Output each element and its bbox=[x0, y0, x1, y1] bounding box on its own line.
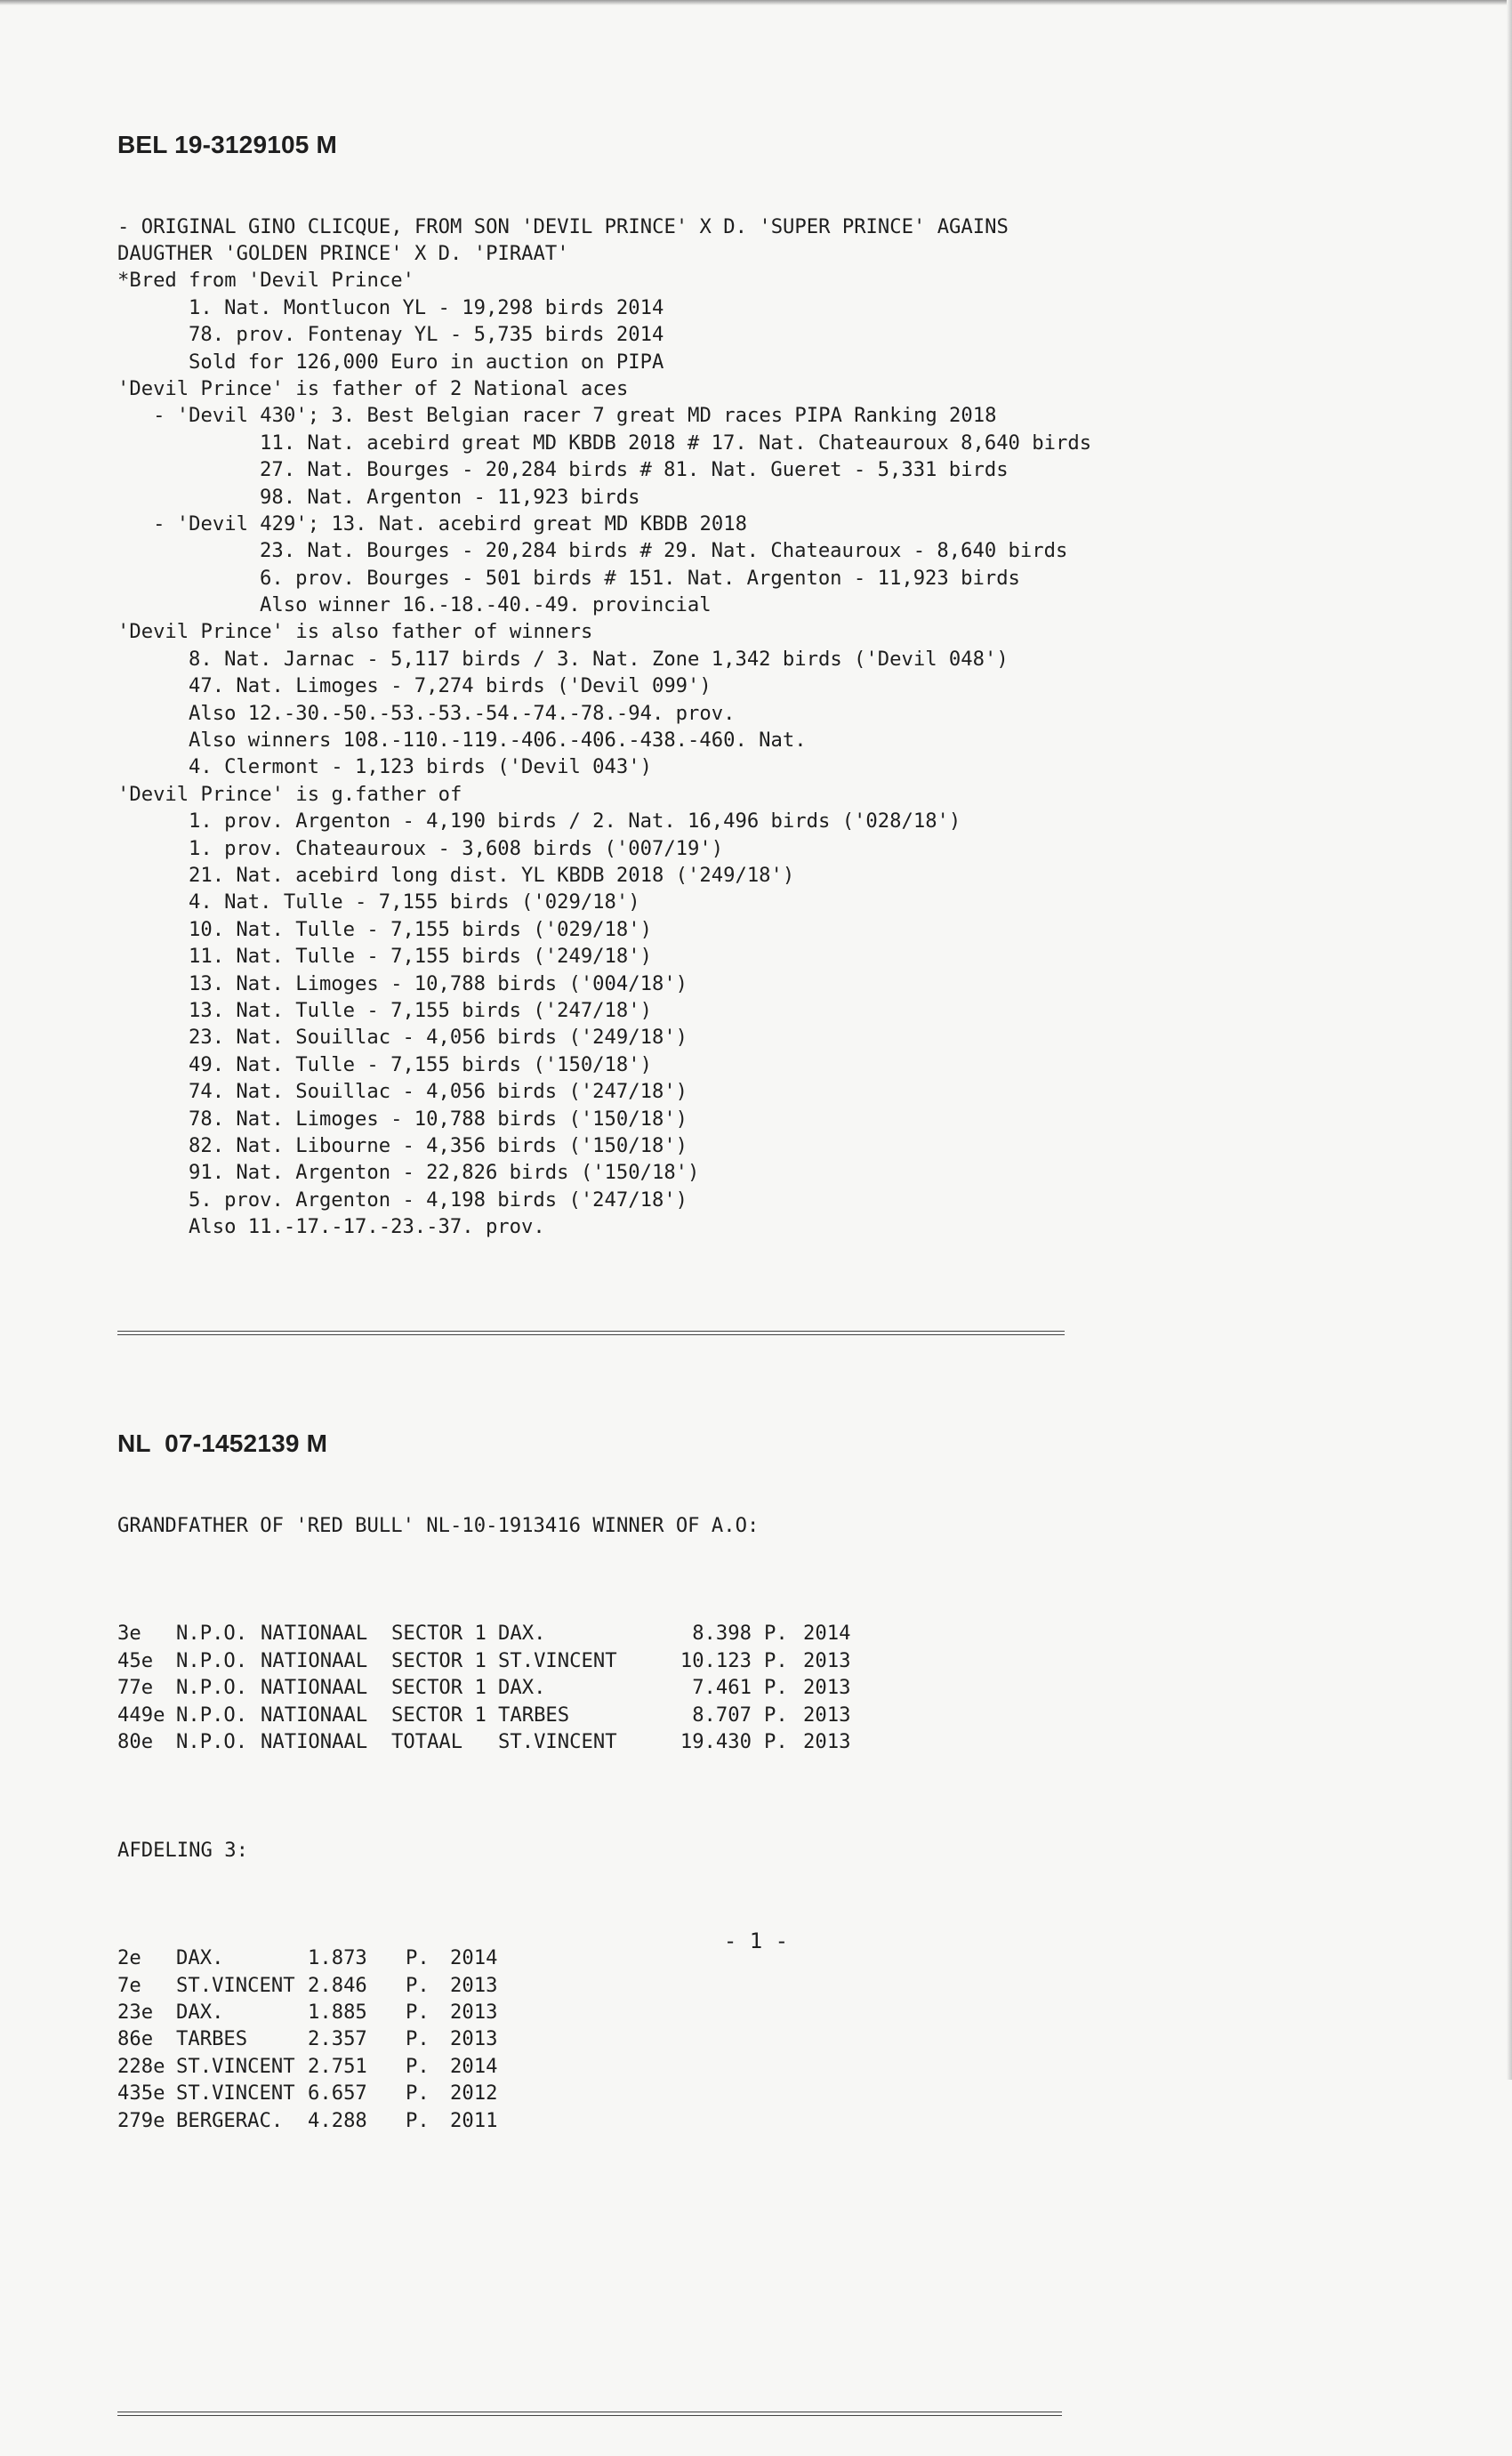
document-body bbox=[117, 76, 1131, 2456]
section1-line: 6. prov. Bourges - 501 birds # 151. Nat. Argenton - 11,923 birds bbox=[260, 566, 1020, 590]
table-row bbox=[117, 2025, 512, 2052]
section1-line: 'Devil Prince' is also father of winners bbox=[117, 620, 593, 644]
afdeling-year: 2012 bbox=[450, 2082, 498, 2106]
afdeling-race: DAX. bbox=[176, 2001, 224, 2024]
afdeling-race: ST.VINCENT bbox=[176, 1973, 295, 1997]
section1-line: 27. Nat. Bourges - 20,284 birds # 81. Nat. Gueret - 5,331 birds bbox=[260, 458, 1009, 482]
result-race: ST.VINCENT bbox=[498, 1729, 617, 1753]
section1-line: 78. prov. Fontenay YL - 5,735 birds 2014 bbox=[189, 323, 664, 347]
afdeling-year: 2014 bbox=[450, 2054, 498, 2078]
afdeling-year: 2013 bbox=[450, 1973, 498, 1997]
result-race: TARBES bbox=[498, 1703, 570, 1727]
afdeling-place: 7e bbox=[117, 1973, 141, 1997]
result-level: NATIONAAL bbox=[261, 1729, 368, 1753]
result-org: N.P.O. bbox=[176, 1648, 248, 1672]
afdeling-year: 2011 bbox=[450, 2108, 498, 2132]
result-unit: P. bbox=[764, 1729, 788, 1753]
section1-line: 23. Nat. Souillac - 4,056 birds ('249/18') bbox=[189, 1026, 688, 1050]
afdeling-unit: P. bbox=[406, 2001, 430, 2024]
afdeling-place: 435e bbox=[117, 2082, 165, 2106]
result-level: NATIONAAL bbox=[261, 1648, 368, 1672]
section1-line: 13. Nat. Tulle - 7,155 birds ('247/18') bbox=[189, 998, 652, 1022]
result-year: 2013 bbox=[803, 1729, 851, 1753]
afdeling-place: 23e bbox=[117, 2001, 154, 2024]
afdeling-place: 228e bbox=[117, 2054, 165, 2078]
result-unit: P. bbox=[764, 1703, 788, 1727]
result-unit: P. bbox=[764, 1622, 788, 1646]
result-org: N.P.O. bbox=[176, 1622, 248, 1646]
blank-space bbox=[117, 2215, 1131, 2348]
section1-line: 91. Nat. Argenton - 22,826 birds ('150/18') bbox=[189, 1161, 700, 1185]
afdeling-unit: P. bbox=[406, 2082, 430, 2106]
table-row bbox=[117, 1972, 512, 1999]
national-results-table bbox=[117, 1620, 857, 1755]
result-year: 2014 bbox=[803, 1622, 851, 1646]
result-place: 3e bbox=[117, 1622, 141, 1646]
result-race: ST.VINCENT bbox=[498, 1648, 617, 1672]
result-unit: P. bbox=[764, 1648, 788, 1672]
afdeling-year: 2013 bbox=[450, 2001, 498, 2024]
section1-line: 4. Nat. Tulle - 7,155 birds ('029/18') bbox=[189, 890, 640, 914]
section1-line: Also winner 16.-18.-40.-49. provincial bbox=[260, 593, 712, 617]
table-row bbox=[117, 1647, 857, 1674]
section1-line: Also 11.-17.-17.-23.-37. prov. bbox=[189, 1215, 545, 1239]
result-place: 449e bbox=[117, 1703, 165, 1727]
section1-line: 1. Nat. Montlucon YL - 19,298 birds 2014 bbox=[189, 295, 664, 319]
table-row bbox=[117, 1702, 857, 1728]
afdeling-unit: P. bbox=[406, 2027, 430, 2051]
table-row bbox=[117, 1674, 857, 1701]
page-number: - 1 - bbox=[723, 1929, 789, 1953]
afdeling-birds: 4.288 bbox=[308, 2108, 367, 2132]
result-birds: 7.461 bbox=[692, 1676, 752, 1700]
afdeling-birds: 1.873 bbox=[308, 1946, 367, 1970]
afdeling-year: 2013 bbox=[450, 2027, 498, 2051]
section1-lines bbox=[117, 213, 1131, 1241]
afdeling-birds: 2.357 bbox=[308, 2027, 367, 2051]
section1-line: - 'Devil 430'; 3. Best Belgian racer 7 great MD races PIPA Ranking 2018 bbox=[117, 404, 997, 428]
section1-line: 98. Nat. Argenton - 11,923 birds bbox=[260, 485, 640, 509]
table-row bbox=[117, 2080, 512, 2106]
result-birds: 10.123 bbox=[680, 1648, 752, 1672]
result-birds: 19.430 bbox=[680, 1729, 752, 1753]
section1-line: 23. Nat. Bourges - 20,284 birds # 29. Nat. Chateauroux - 8,640 birds bbox=[260, 539, 1068, 563]
afdeling-unit: P. bbox=[406, 2054, 430, 2078]
result-level: NATIONAAL bbox=[261, 1622, 368, 1646]
result-org: N.P.O. bbox=[176, 1676, 248, 1700]
afdeling-label: AFDELING 3: bbox=[117, 1838, 248, 1862]
section1-line: 10. Nat. Tulle - 7,155 birds ('029/18') bbox=[189, 917, 652, 941]
afdeling-place: 86e bbox=[117, 2027, 154, 2051]
afdeling-unit: P. bbox=[406, 2108, 430, 2132]
result-unit: P. bbox=[764, 1676, 788, 1700]
section1-line: DAUGTHER 'GOLDEN PRINCE' X D. 'PIRAAT' bbox=[117, 242, 569, 266]
section1-line: 47. Nat. Limoges - 7,274 birds ('Devil 099') bbox=[189, 674, 712, 698]
result-race: DAX. bbox=[498, 1676, 546, 1700]
afdeling-place: 2e bbox=[117, 1946, 141, 1970]
section1-line: 78. Nat. Limoges - 10,788 birds ('150/18') bbox=[189, 1107, 688, 1131]
section2-intro: GRANDFATHER OF 'RED BULL' NL-10-1913416 WINNER OF A.O: bbox=[117, 1513, 760, 1537]
result-place: 80e bbox=[117, 1729, 154, 1753]
section1-line: 82. Nat. Libourne - 4,356 birds ('150/18') bbox=[189, 1133, 688, 1157]
section1-line: Also 12.-30.-50.-53.-53.-54.-74.-78.-94. prov. bbox=[189, 701, 736, 725]
result-level: NATIONAAL bbox=[261, 1676, 368, 1700]
afdeling-race: ST.VINCENT bbox=[176, 2082, 295, 2106]
table-row bbox=[117, 1999, 512, 2025]
result-place: 77e bbox=[117, 1676, 154, 1700]
afdeling-unit: P. bbox=[406, 1946, 430, 1970]
section1-line: 74. Nat. Souillac - 4,056 birds ('247/18') bbox=[189, 1080, 688, 1104]
result-sector: SECTOR 1 bbox=[391, 1622, 487, 1646]
section1-line: 'Devil Prince' is g.father of bbox=[117, 782, 462, 806]
afdeling-race: TARBES bbox=[176, 2027, 248, 2051]
afdeling-race: DAX. bbox=[176, 1946, 224, 1970]
result-sector: SECTOR 1 bbox=[391, 1676, 487, 1700]
table-row bbox=[117, 2107, 512, 2134]
section1-line: 21. Nat. acebird long dist. YL KBDB 2018 ('249/18') bbox=[189, 864, 795, 887]
section1-line: 49. Nat. Tulle - 7,155 birds ('150/18') bbox=[189, 1052, 652, 1076]
result-year: 2013 bbox=[803, 1648, 851, 1672]
result-place: 45e bbox=[117, 1648, 154, 1672]
result-org: N.P.O. bbox=[176, 1729, 248, 1753]
section1-line: 1. prov. Argenton - 4,190 birds / 2. Nat. 16,496 birds ('028/18') bbox=[189, 809, 961, 833]
separator-double-line bbox=[117, 1322, 1131, 1349]
section1-title: BEL 19-3129105 M bbox=[117, 130, 338, 158]
afdeling-birds: 1.885 bbox=[308, 2001, 367, 2024]
scan-right-edge bbox=[1507, 0, 1512, 2080]
section1-line: - 'Devil 429'; 13. Nat. acebird great MD KBDB 2018 bbox=[117, 511, 747, 535]
table-row bbox=[117, 1728, 857, 1755]
section2-title: NL 07-1452139 M bbox=[117, 1429, 328, 1457]
afdeling-year: 2014 bbox=[450, 1946, 498, 1970]
result-sector: SECTOR 1 bbox=[391, 1648, 487, 1672]
table-row bbox=[117, 2053, 512, 2080]
section1-line: 4. Clermont - 1,123 birds ('Devil 043') bbox=[189, 755, 652, 779]
section1-line: 11. Nat. acebird great MD KBDB 2018 # 17. Nat. Chateauroux 8,640 birds bbox=[260, 431, 1092, 455]
afdeling-birds: 2.846 bbox=[308, 1973, 367, 1997]
section1-line: 5. prov. Argenton - 4,198 birds ('247/18') bbox=[189, 1188, 688, 1212]
section1-line: Also winners 108.-110.-119.-406.-406.-438.-460. Nat. bbox=[189, 729, 807, 753]
afdeling-birds: 2.751 bbox=[308, 2054, 367, 2078]
afdeling-place: 279e bbox=[117, 2108, 165, 2132]
scan-top-edge bbox=[0, 0, 1512, 5]
section1-line: 13. Nat. Limoges - 10,788 birds ('004/18') bbox=[189, 971, 688, 995]
section1-line: 8. Nat. Jarnac - 5,117 birds / 3. Nat. Zone 1,342 birds ('Devil 048') bbox=[189, 647, 1009, 671]
section1-line: 11. Nat. Tulle - 7,155 birds ('249/18') bbox=[189, 945, 652, 969]
afdeling-unit: P. bbox=[406, 1973, 430, 1997]
result-birds: 8.707 bbox=[692, 1703, 752, 1727]
table-row bbox=[117, 1620, 857, 1647]
afdeling-race: BERGERAC. bbox=[176, 2108, 284, 2132]
section1-line: *Bred from 'Devil Prince' bbox=[117, 269, 414, 293]
section1-line: 1. prov. Chateauroux - 3,608 birds ('007/19') bbox=[189, 836, 724, 860]
section1-line: Sold for 126,000 Euro in auction on PIPA bbox=[189, 350, 664, 374]
afdeling-race: ST.VINCENT bbox=[176, 2054, 295, 2078]
result-year: 2013 bbox=[803, 1703, 851, 1727]
result-sector: SECTOR 1 bbox=[391, 1703, 487, 1727]
afdeling-results-table bbox=[117, 1945, 512, 2134]
result-birds: 8.398 bbox=[692, 1622, 752, 1646]
result-org: N.P.O. bbox=[176, 1703, 248, 1727]
section1-line: 'Devil Prince' is father of 2 National aces bbox=[117, 376, 629, 400]
section1-line: - ORIGINAL GINO CLICQUE, FROM SON 'DEVIL PRINCE' X D. 'SUPER PRINCE' AGAINS bbox=[117, 214, 1009, 238]
result-level: NATIONAAL bbox=[261, 1703, 368, 1727]
result-race: DAX. bbox=[498, 1622, 546, 1646]
result-year: 2013 bbox=[803, 1676, 851, 1700]
afdeling-birds: 6.657 bbox=[308, 2082, 367, 2106]
separator-double-line-bottom bbox=[117, 2403, 1131, 2429]
result-sector: TOTAAL bbox=[391, 1729, 463, 1753]
